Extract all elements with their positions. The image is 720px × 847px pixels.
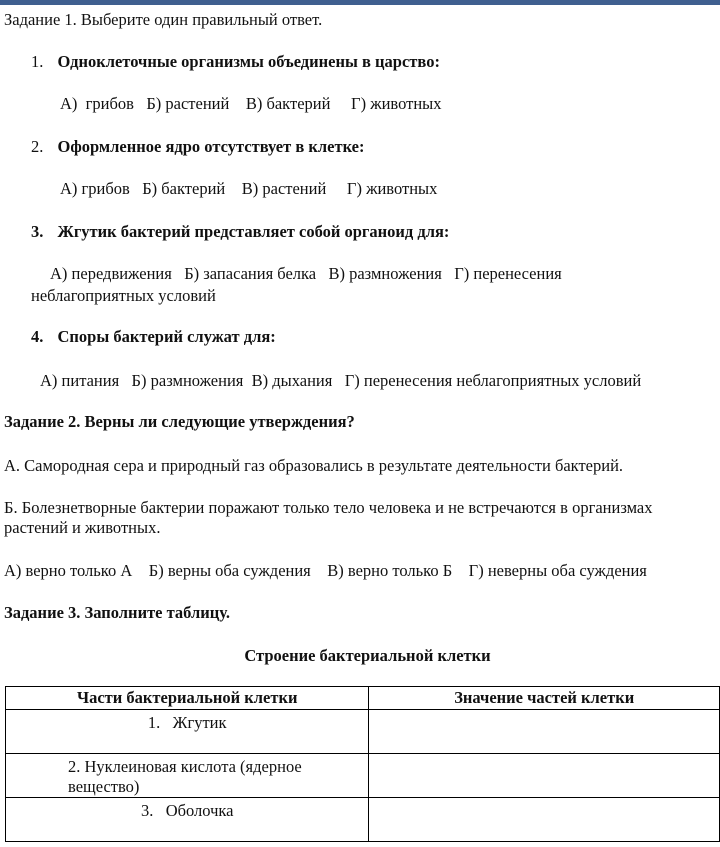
question-number: 4. bbox=[31, 327, 44, 346]
question-text: Одноклеточные организмы объединены в царство: bbox=[57, 52, 440, 71]
table-title: Строение бактериальной клетки bbox=[244, 646, 491, 665]
part-line2: вещество) bbox=[68, 777, 140, 796]
table-row bbox=[6, 710, 720, 754]
bacteria-structure-table bbox=[5, 686, 720, 842]
table-cell-value[interactable] bbox=[369, 754, 720, 798]
task2-heading: Задание 2. Верны ли следующие утверждения? bbox=[4, 412, 355, 431]
question-number: 3. bbox=[31, 222, 44, 241]
question-2 bbox=[31, 137, 365, 157]
task3-heading: Задание 3. Заполните таблицу. bbox=[4, 603, 231, 622]
table-cell-part: 3. Оболочка bbox=[6, 798, 369, 842]
question-1 bbox=[31, 52, 440, 72]
question-number: 1. bbox=[31, 52, 44, 71]
task2-answer-options: А) верно только А Б) верны оба суждения В) верно только Б Г) неверны оба суждения bbox=[4, 561, 647, 580]
answer-options-4: А) питания Б) размножения В) дыхания Г) перенесения неблагоприятных условий bbox=[40, 371, 642, 390]
top-border-bar bbox=[0, 0, 720, 5]
question-4 bbox=[31, 327, 276, 347]
question-text: Жгутик бактерий представляет собой органоид для: bbox=[57, 222, 450, 241]
answer-options-3-line1: А) передвижения Б) запасания белка В) размножения Г) перенесения bbox=[50, 264, 562, 283]
column-header-parts: Части бактериальной клетки bbox=[6, 687, 369, 710]
answer-options-2: А) грибов Б) бактерий В) растений Г) животных bbox=[60, 179, 438, 198]
statement-b-line1: Б. Болезнетворные бактерии поражают только тело человека и не встречаются в организмах bbox=[4, 498, 653, 517]
table-row bbox=[6, 754, 720, 798]
column-header-meaning: Значение частей клетки bbox=[369, 687, 720, 710]
table-row bbox=[6, 798, 720, 842]
table-cell-part: 1. Жгутик bbox=[6, 710, 369, 754]
question-text: Споры бактерий служат для: bbox=[57, 327, 276, 346]
part-line1: 2. Нуклеиновая кислота (ядерное bbox=[68, 757, 302, 776]
table-cell-value[interactable] bbox=[369, 710, 720, 754]
table-cell-part bbox=[6, 754, 369, 798]
table-header-row bbox=[6, 687, 720, 710]
question-text: Оформленное ядро отсутствует в клетке: bbox=[57, 137, 365, 156]
statement-b-line2: растений и животных. bbox=[4, 518, 161, 537]
question-number: 2. bbox=[31, 137, 44, 156]
task1-heading: Задание 1. Выберите один правильный ответ. bbox=[4, 10, 323, 29]
answer-options-3-line2: неблагоприятных условий bbox=[31, 286, 216, 305]
question-3 bbox=[31, 222, 449, 242]
answer-options-1: А) грибов Б) растений В) бактерий Г) животных bbox=[60, 94, 442, 113]
statement-a: А. Самородная сера и природный газ образовались в результате деятельности бактерий. bbox=[4, 456, 624, 475]
table-cell-value[interactable] bbox=[369, 798, 720, 842]
